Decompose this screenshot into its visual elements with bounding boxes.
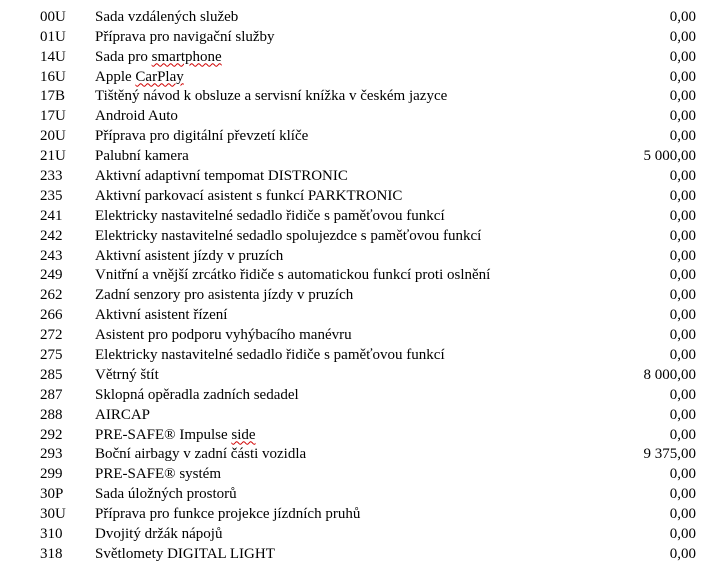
option-row [0, 167, 724, 187]
option-row [0, 545, 724, 565]
option-price: 0,00 [669, 68, 696, 85]
option-description: Dvojitý držák nápojů [95, 526, 223, 543]
option-description: Sada pro smartphone [95, 48, 222, 65]
option-description: AIRCAP [95, 406, 151, 423]
option-description: Asistent pro podporu vyhýbacího manévru [95, 327, 352, 344]
option-description: Android Auto [95, 108, 178, 125]
option-row [0, 326, 724, 346]
option-code: 20U [40, 128, 66, 145]
option-price: 9 375,00 [643, 446, 696, 463]
option-code: 01U [40, 28, 66, 45]
option-code: 266 [40, 307, 63, 324]
option-code: 241 [40, 207, 63, 224]
option-description: Vnitřní a vnější zrcátko řidiče s automatickou funkcí proti oslnění [95, 267, 491, 284]
option-code: 293 [40, 446, 63, 463]
option-price: 0,00 [669, 386, 696, 403]
option-code: 318 [40, 545, 63, 562]
option-row [0, 127, 724, 147]
option-code: 242 [40, 227, 63, 244]
option-row [0, 505, 724, 525]
option-code: 262 [40, 287, 63, 304]
option-price: 0,00 [669, 466, 696, 483]
option-row [0, 187, 724, 207]
option-price: 0,00 [669, 426, 696, 443]
option-price: 0,00 [669, 287, 696, 304]
option-price: 0,00 [669, 526, 696, 543]
option-description: Aktivní adaptivní tempomat DISTRONIC [95, 168, 348, 185]
option-price: 0,00 [669, 108, 696, 125]
option-row [0, 286, 724, 306]
option-price: 0,00 [669, 88, 696, 105]
option-code: 243 [40, 247, 63, 264]
option-price: 0,00 [669, 406, 696, 423]
option-row [0, 207, 724, 227]
option-description: Zadní senzory pro asistenta jízdy v pruzích [95, 287, 354, 304]
option-price: 0,00 [669, 168, 696, 185]
option-row [0, 48, 724, 68]
option-description: Větrný štít [95, 366, 159, 383]
option-description: Elektricky nastavitelné sedadlo spolujezdce s paměťovou funkcí [95, 227, 482, 244]
option-description: Apple CarPlay [95, 68, 184, 85]
option-description: Elektricky nastavitelné sedadlo řidiče s paměťovou funkcí [95, 347, 445, 364]
option-price: 0,00 [669, 207, 696, 224]
option-description: Příprava pro navigační služby [95, 28, 275, 45]
option-code: 287 [40, 386, 63, 403]
option-row [0, 147, 724, 167]
option-row [0, 266, 724, 286]
option-row [0, 28, 724, 48]
option-code: 272 [40, 327, 63, 344]
option-code: 17B [40, 88, 66, 105]
option-row [0, 87, 724, 107]
option-price: 0,00 [669, 307, 696, 324]
option-price: 0,00 [669, 506, 696, 523]
option-code: 30P [40, 486, 64, 503]
option-code: 17U [40, 108, 66, 125]
option-price: 0,00 [669, 48, 696, 65]
option-price: 8 000,00 [643, 366, 696, 383]
option-description: Příprava pro funkce projekce jízdních pruhů [95, 506, 361, 523]
option-description: PRE-SAFE® systém [95, 466, 221, 483]
option-description: Příprava pro digitální převzetí klíče [95, 128, 309, 145]
option-price: 0,00 [669, 247, 696, 264]
option-code: 21U [40, 148, 66, 165]
option-code: 00U [40, 8, 66, 25]
option-row [0, 107, 724, 127]
option-row [0, 485, 724, 505]
option-row [0, 8, 724, 28]
option-row [0, 247, 724, 267]
option-row [0, 306, 724, 326]
option-description: Sada úložných prostorů [95, 486, 237, 503]
option-price: 0,00 [669, 267, 696, 284]
option-row [0, 366, 724, 386]
option-code: 299 [40, 466, 63, 483]
option-code: 30U [40, 506, 66, 523]
option-code: 235 [40, 187, 63, 204]
option-row [0, 426, 724, 446]
option-price: 0,00 [669, 227, 696, 244]
option-code: 288 [40, 406, 63, 423]
option-description: Tištěný návod k obsluze a servisní knížka v českém jazyce [95, 88, 448, 105]
option-description: PRE-SAFE® Impulse side [95, 426, 256, 443]
option-code: 285 [40, 366, 63, 383]
option-description: Elektricky nastavitelné sedadlo řidiče s paměťovou funkcí [95, 207, 445, 224]
option-row [0, 68, 724, 88]
option-description: Sada vzdálených služeb [95, 8, 239, 25]
option-description: Sklopná opěradla zadních sedadel [95, 386, 299, 403]
option-row [0, 465, 724, 485]
spellcheck-underline: smartphone [151, 48, 222, 65]
option-code: 233 [40, 168, 63, 185]
option-row [0, 406, 724, 426]
option-row [0, 227, 724, 247]
option-price: 0,00 [669, 28, 696, 45]
option-code: 16U [40, 68, 66, 85]
option-row [0, 525, 724, 545]
option-price: 0,00 [669, 545, 696, 562]
option-price: 0,00 [669, 187, 696, 204]
option-price: 0,00 [669, 8, 696, 25]
option-row [0, 445, 724, 465]
option-code: 310 [40, 526, 63, 543]
option-description: Aktivní asistent řízení [95, 307, 228, 324]
option-code: 275 [40, 347, 63, 364]
option-row [0, 0, 724, 8]
option-code: 14U [40, 48, 66, 65]
option-price: 0,00 [669, 347, 696, 364]
option-row [0, 346, 724, 366]
option-description: Světlomety DIGITAL LIGHT [95, 545, 275, 562]
option-description: Aktivní asistent jízdy v pruzích [95, 247, 284, 264]
spellcheck-underline: CarPlay [135, 68, 184, 85]
option-description: Aktivní parkovací asistent s funkcí PARKTRONIC [95, 187, 403, 204]
option-price: 0,00 [669, 128, 696, 145]
option-code: 249 [40, 267, 63, 284]
option-price: 5 000,00 [643, 148, 696, 165]
option-price: 0,00 [669, 327, 696, 344]
option-description: Palubní kamera [95, 148, 189, 165]
option-price: 0,00 [669, 486, 696, 503]
option-code: 292 [40, 426, 63, 443]
spellcheck-underline: side [231, 426, 256, 443]
option-row [0, 386, 724, 406]
option-description: Boční airbagy v zadní části vozidla [95, 446, 307, 463]
